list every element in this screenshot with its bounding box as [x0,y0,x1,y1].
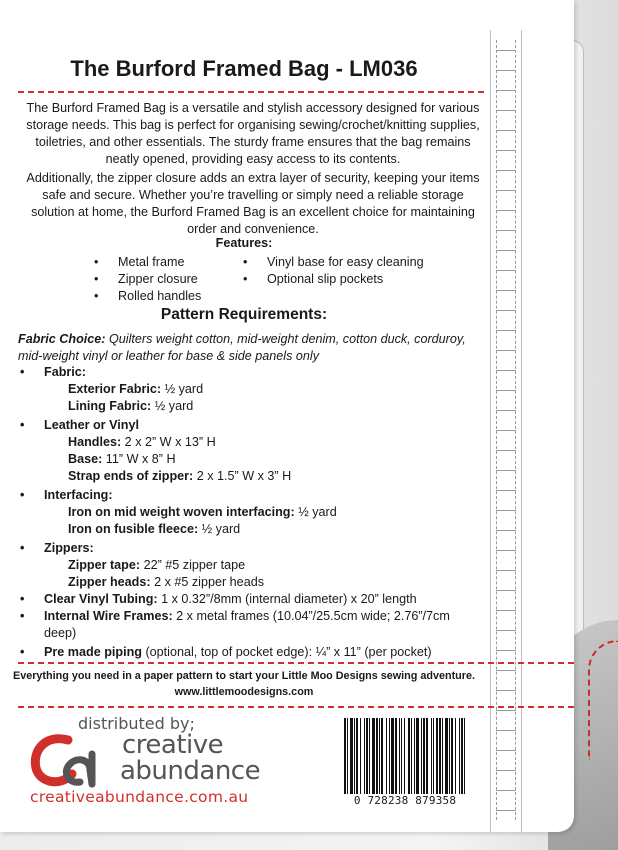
zip-strip [488,30,524,832]
divider-footer [18,706,574,708]
req-sub-item [18,451,480,468]
page-title: The Burford Framed Bag - LM036 [70,56,418,81]
req-sub-item [18,521,480,538]
req-sub-label: Zipper heads: [68,575,151,589]
req-sub-item [18,398,480,415]
req-sub-label: Exterior Fabric: [68,382,162,396]
logo-word-creative: creative [122,730,224,760]
req-sub-value: ½ yard [294,505,337,519]
zip-teeth [496,40,516,820]
requirements-heading: Pattern Requirements: [160,306,328,323]
footer-tagline: Everything you need in a paper pattern to start your Little Moo Designs sewing adventure. [13,670,475,682]
intro-paragraph-2: Additionally, the zipper closure adds an extra layer of security, keeping your items safe and secure. Whether you’re travelling or simply need a reliable storage solution at home, the Burford Framed Bag is an excellent choice for maintaining order and convenience. [26,171,480,236]
footer-website[interactable]: www.littlemoodesigns.com [174,686,314,698]
fabric-choice [18,331,484,365]
req-sub-value: ½ yard [161,382,204,396]
distributed-by-label: distributed by; [78,714,195,733]
intro-paragraph-1: The Burford Framed Bag is a versatile and stylish accessory designed for various storage needs. This bag is perfect for organising sewing/crochet/knitting supplies, toiletries, and other essentials. The sturdy frame ensures that the bag remains neatly opened, providing easy access to its contents. [26,101,480,166]
req-sub-value: 2 x #5 zipper heads [150,575,264,589]
req-sub-label: Handles: [68,435,122,449]
creative-abundance-mark-icon [28,732,108,790]
req-value: 2 x metal frames (10.04”/25.5cm wide; 2.76”/7cm deep) [44,609,450,640]
req-sub-label: Strap ends of zipper: [68,469,194,483]
req-sub-item [18,468,480,485]
req-sub-item [18,381,480,398]
req-label: Pre made piping [44,645,142,659]
barcode [340,718,470,810]
zip-rail-left [490,30,491,832]
feature-item: • Vinyl base for easy cleaning [243,254,424,271]
logo-word-abundance: abundance [120,756,261,786]
distributor-url[interactable]: creativeabundance.com.au [30,788,249,806]
req-label: Zippers: [44,541,94,555]
req-value: 1 x 0.32”/8mm (internal diameter) x 20” length [157,592,417,606]
feature-item: • Zipper closure [94,271,201,288]
req-sub-item [18,557,480,574]
distributor-logo [28,714,308,810]
req-sub-item [18,504,480,521]
req-sub-value: 22” #5 zipper tape [140,558,246,572]
req-zippers [18,540,480,557]
req-label: Internal Wire Frames: [44,609,173,623]
req-sub-value: 2 x 2” W x 13” H [121,435,216,449]
req-wire-frames [18,608,480,642]
req-fabric [18,364,480,381]
req-sub-value: 2 x 1.5” W x 3” H [193,469,292,483]
req-sub-label: Base: [68,452,103,466]
req-value: (optional, top of pocket edge): ¼” x 11” (per pocket) [141,645,432,659]
req-label: Fabric: [44,365,86,379]
sleeve-dashed-curve [588,640,618,760]
req-interfacing [18,487,480,504]
features-right [243,254,424,288]
feature-item: • Optional slip pockets [243,271,424,288]
barcode-number: 0 728238 879358 [340,794,470,807]
fabric-choice-text: Quilters weight cotton, mid-weight denim, cotton duck, corduroy, mid-weight vinyl or leather for base & side panels only [18,332,466,363]
features-left [94,254,201,305]
req-sub-value: ½ yard [198,522,241,536]
req-leather [18,417,480,434]
barcode-bars-icon [340,718,470,798]
requirements-list [18,364,480,661]
zip-rail-right [521,30,522,832]
req-sub-label: Iron on mid weight woven interfacing: [68,505,295,519]
feature-item: • Metal frame [94,254,201,271]
req-sub-label: Zipper tape: [68,558,141,572]
feature-item: • Rolled handles [94,288,201,305]
req-sub-item [18,574,480,591]
req-sub-value: ½ yard [151,399,194,413]
divider-top [18,91,484,93]
features-heading: Features: [215,236,273,250]
req-label: Clear Vinyl Tubing: [44,592,158,606]
fabric-choice-label: Fabric Choice: [18,332,106,346]
req-label: Interfacing: [44,488,113,502]
divider-bottom [18,662,574,664]
req-sub-label: Iron on fusible fleece: [68,522,199,536]
req-piping [18,644,480,661]
req-tubing [18,591,480,608]
req-sub-value: 11” W x 8” H [102,452,176,466]
req-sub-label: Lining Fabric: [68,399,152,413]
req-label: Leather or Vinyl [44,418,139,432]
req-sub-item [18,434,480,451]
